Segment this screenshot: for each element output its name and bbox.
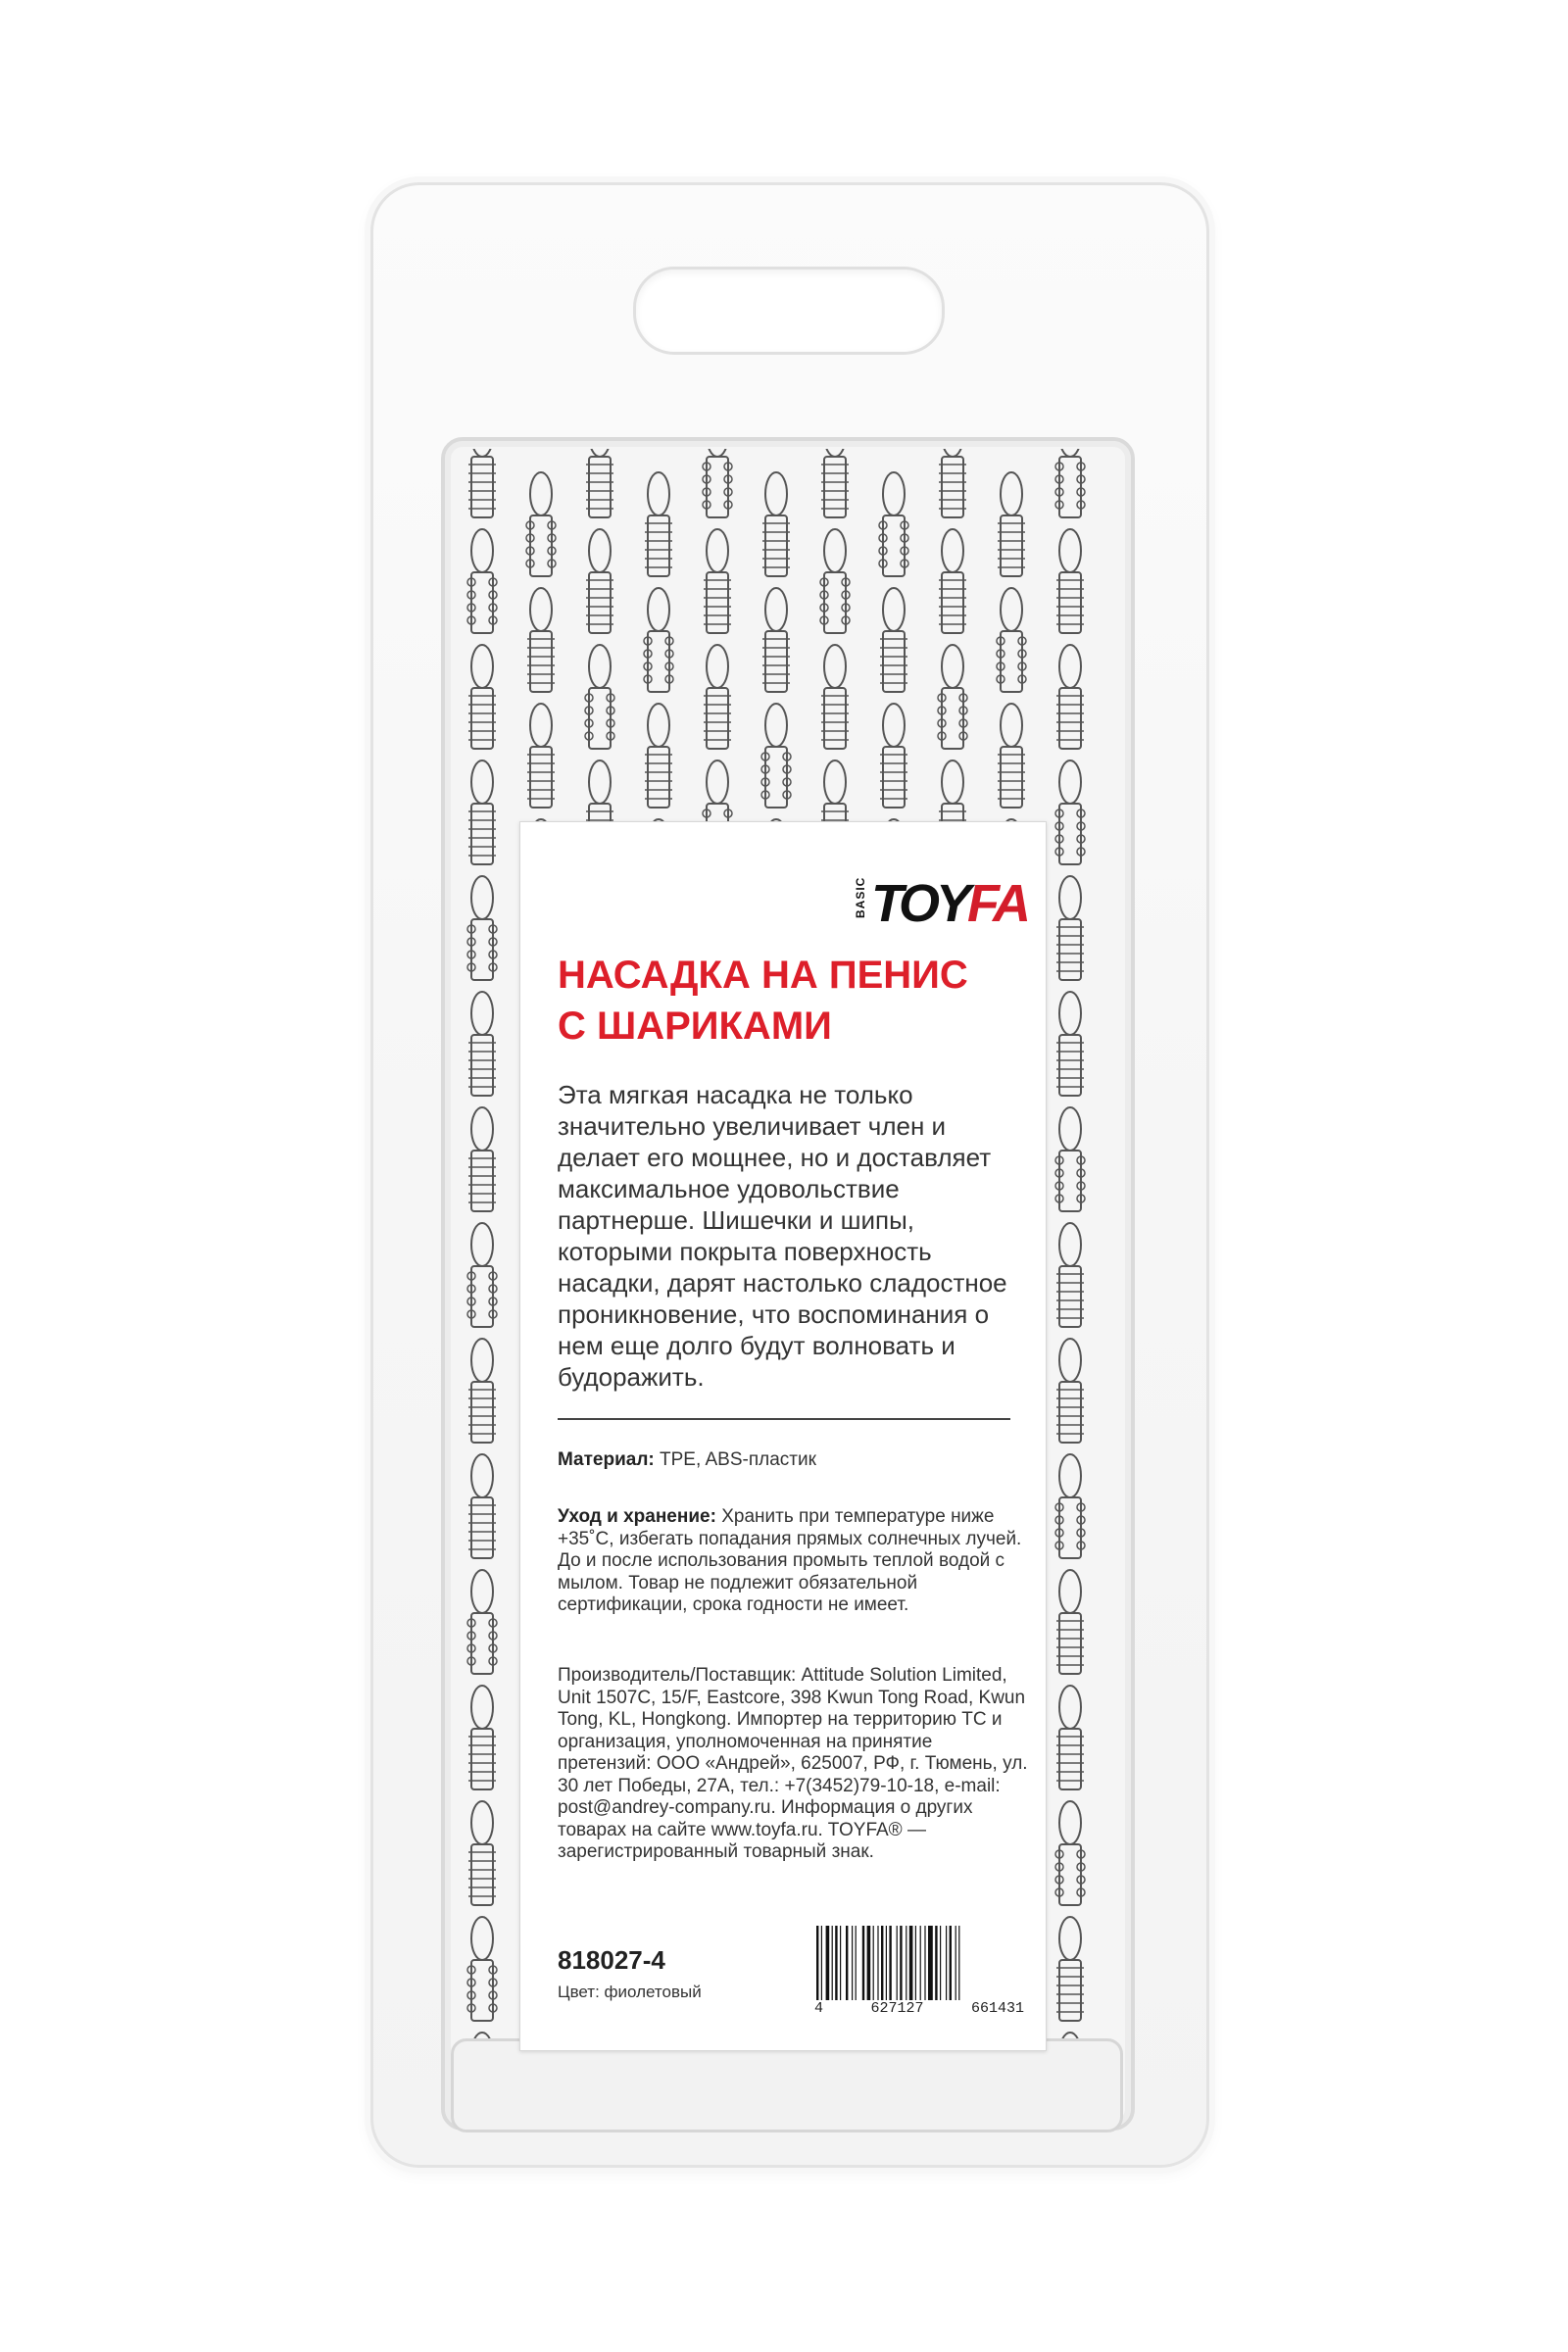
material-label: Материал: <box>558 1449 655 1470</box>
barcode-digit-first: 4 <box>814 2000 824 2017</box>
product-description: Эта мягкая насадка не только значительно увеличивает член и делает его мощнее, но и доставляет максимальное удовольствие партнерше. Шишечки и шипы, которыми покрыта поверхность насадки, дарят настолько сладостное проникновение, что воспоминания о нем еще долго будут волновать и будоражить. <box>558 1080 1007 1392</box>
barcode-digits-right: 661431 <box>970 2000 1024 2017</box>
brand-name <box>871 874 1028 933</box>
brand-name-right: FA <box>967 874 1028 933</box>
title-line-2: С ШАРИКАМИ <box>558 1004 832 1048</box>
divider <box>558 1418 1010 1420</box>
brand-name-left: TOY <box>871 874 968 933</box>
manufacturer-info: Производитель/Поставщик: Attitude Solution Limited, Unit 1507C, 15/F, Eastcore, 398 Kwun Tong Road, Kwun Tong, KL, Hongkong. Импортер на территорию ТС и организация, уполномоченная на принятие претензий: ООО «Андрей», 625007, РФ, г. Тюмень, ул. 30 лет Победы, 27А, тел.: +7(3452)79-10-18, e-mail: post@andrey-company.ru. Информация о других товарах на сайте www.toyfa.ru. TOYFA® — зарегистрированный товарный знак. <box>558 1665 1028 1862</box>
care-info <box>558 1506 1028 1617</box>
barcode-bars <box>814 1926 1024 2000</box>
care-label: Уход и хранение: <box>558 1506 716 1527</box>
care-value: Хранить при температуре ниже +35˚С, избегать попадания прямых солнечных лучей. До и после использования промыть теплой водой с мылом. Товар не подлежит обязательной сертификации, срока годности не имеет. <box>558 1506 1022 1615</box>
title-line-1: НАСАДКА НА ПЕНИС <box>558 954 968 997</box>
hang-hole <box>633 267 945 355</box>
brand-prefix: BASIC <box>854 876 867 918</box>
product-code: 818027-4 <box>558 1945 665 1975</box>
product-color: Цвет: фиолетовый <box>558 1983 702 2001</box>
barcode-digits <box>814 2000 1024 2017</box>
brand-logo <box>854 867 1030 936</box>
product-label <box>519 821 1047 2051</box>
barcode <box>814 1926 1024 2022</box>
product-title <box>558 950 1018 1052</box>
barcode-digits-left: 627127 <box>870 2000 924 2017</box>
material-value: TPE, ABS-пластик <box>660 1449 816 1470</box>
tray-bottom-edge <box>451 2038 1123 2132</box>
material-info <box>558 1449 1028 1472</box>
